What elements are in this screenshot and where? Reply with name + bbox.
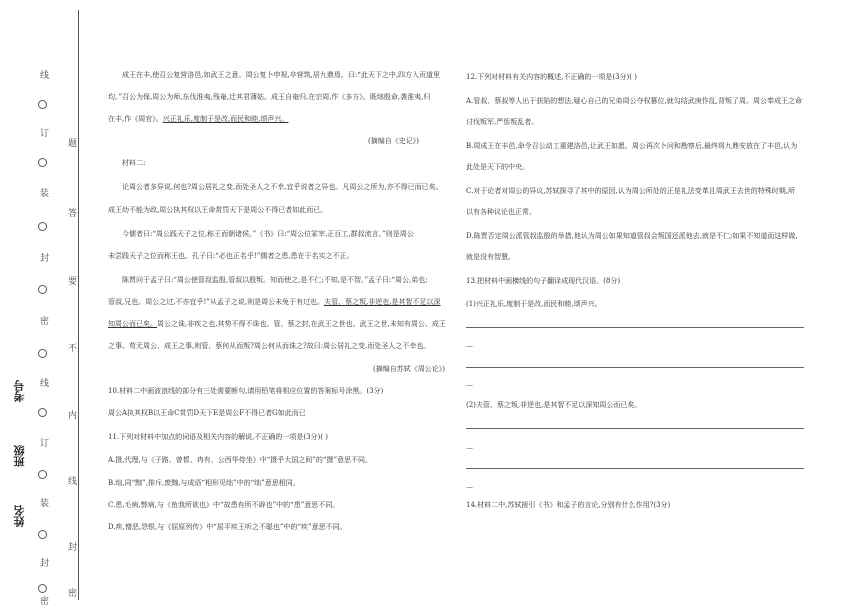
binding-mark: 封	[40, 559, 50, 569]
question-11-option-d: D.疾,憎恶,怨恨,与《屈原列传》中“屈平疾王听之不聪也”中的“疾”意思不同。	[108, 523, 347, 531]
question-11-option-a: A.摄,代理,与《子路、曾皙、冉有、公西华侍坐》中“摄乎大国之间”的“摄”意思不同。	[108, 456, 373, 464]
underlined-sentence: 兴正礼乐,度制于是改,而民和睦,颂声兴。	[162, 115, 289, 123]
question-10: 10.材料二中画波浪线的部分有三处需要断句,请用铅笔将相应位置的答案标号涂黑。(3分)	[108, 387, 384, 395]
underlined-sentence: 夫管、蔡之叛,非逆也,是其智不足以深	[324, 298, 441, 306]
binding-hole	[38, 530, 47, 539]
answer-dash: —	[466, 444, 473, 452]
binding-mark: 线	[40, 379, 50, 389]
material2-line: 知周公而已矣。周公之诛,非疾之也,其势不得不诛也。管、蔡之封,在武王之世也。武王之世,未知有周公、成王	[108, 320, 446, 328]
binding-mark: 订	[40, 439, 50, 449]
answer-line[interactable]	[466, 367, 804, 368]
question-12-option-b-cont: 此处是天下的中央。	[466, 163, 529, 171]
answer-dash: —	[466, 483, 473, 491]
binding-hole	[38, 470, 47, 479]
binding-hole	[38, 584, 47, 593]
binding-mark: 密	[40, 597, 50, 607]
answer-line[interactable]	[466, 468, 804, 469]
question-14: 14.材料二中,苏轼援引《书》和孟子的言论,分别有什么作用?(3分)	[466, 501, 671, 509]
question-12-option-a: A.管叔、蔡叔等人出于获陷的想法,疑心自己的兄弟周公夺权篡位,就勾结武庚作乱,背叛了周。周公奉成王之命	[466, 97, 802, 105]
question-13-part-2: (2)夫管、蔡之叛,非逆也,是其智不足以深知周公而已矣。	[466, 401, 642, 409]
binding-mark: 装	[40, 499, 50, 509]
answer-dash: —	[466, 381, 473, 389]
binding-mark: 订	[40, 129, 50, 139]
material2-line: 之事。苟无周公、成王之事,则管、蔡何从而叛?周公何从而诛之?故曰:周公居礼之变,而处圣人之不幸也。	[108, 342, 431, 350]
binding-hole	[38, 158, 47, 167]
binding-inner-mark: 封	[68, 543, 78, 553]
question-13-part-1: (1)兴正礼乐,度制于是改,而民和睦,颂声兴。	[466, 300, 602, 308]
material2-line: 成王幼不能为政,周公执其权以王命赏罚天下是周公不得已者如此而已。	[108, 206, 328, 214]
question-12-option-d: D.陈贾否定周公派管叔监殷的举措,他认为周公如果知道管叔会叛国还派他去,就是不仁;如果不知道而这样做,	[466, 232, 798, 240]
binding-inner-mark: 密	[68, 589, 78, 599]
binding-inner-mark: 内	[68, 411, 78, 421]
binding-mark: 封	[40, 254, 50, 264]
question-12-option-b: B.周成王在丰邑,命令召公动工重建洛邑,让武王如愿。周公再次卜问和勘察后,最终将九鼎安放在了丰邑,认为	[466, 142, 798, 150]
material2-line: 陈贾问于孟子曰:“周公使管叔监殷,管叔以殷叛。知而使之,是不仁;不知,是不智。”孟子曰:“周公,弟也;	[122, 276, 428, 284]
question-12: 12.下列对材料有关内容的概述,不正确的一项是(3分)( )	[466, 73, 637, 81]
answer-dash: —	[466, 342, 473, 350]
material1-line: 均。”召公为保,周公为师,东伐淮夷,残奄,迁其君薄姑。成王自奄归,在宗周,作《多方》。既绌殷命,袭淮夷,归	[108, 93, 431, 101]
material1-line: 在丰,作《周官》。兴正礼乐,度制于是改,而民和睦,颂声兴。	[108, 115, 289, 123]
question-11: 11.下列对材料中加点的词语及相关内容的解说,不正确的一项是(3分)( )	[108, 433, 328, 441]
question-12-option-a-cont: 讨伐叛军,严惩叛乱者。	[466, 118, 539, 126]
binding-line	[78, 10, 79, 600]
question-10-options: 周公A执其权B以王命C赏罚D天下E是周公F不得已者G如此而已	[108, 409, 306, 417]
answer-line[interactable]	[466, 428, 804, 429]
binding-mark: 装	[40, 189, 50, 199]
binding-inner-mark: 不	[68, 344, 78, 354]
material2-line: 论周公者多异说,何也?周公居礼之变,而处圣人之不幸,宜乎说者之异也。凡周公之所为,亦不得已而已矣。	[122, 183, 443, 191]
question-11-option-b: B.绌,同“黜”,排斥,废黜,与成语“相形见绌”中的“绌”意思相同。	[108, 479, 300, 487]
material1-line: 成王在丰,使召公复营洛邑,如武王之意。周公复卜申视,卒营筑,居九鼎焉。曰:“此天下之中,四方入贡道里	[122, 71, 441, 79]
source-note: (摘编自苏轼《周公论》)	[373, 365, 445, 373]
binding-hole	[38, 349, 47, 358]
underlined-sentence: 知周公而已矣。	[108, 320, 157, 328]
binding-margin	[0, 0, 82, 608]
binding-inner-mark: 线	[68, 477, 78, 487]
material2-line: 管叔,兄也。周公之过,不亦宜乎!”从孟子之说,则是周公未免于有过也。夫管、蔡之叛,非逆也,是其智不足以深	[108, 298, 441, 306]
exam-number-label: 考号	[13, 380, 26, 402]
binding-hole	[38, 100, 47, 109]
binding-mark: 线	[40, 71, 50, 81]
answer-line[interactable]	[466, 327, 804, 328]
material2-heading: 材料二:	[122, 159, 146, 167]
question-13: 13.把材料中画横线的句子翻译成现代汉语。(8分)	[466, 277, 621, 285]
material2-line: 未尝践天子之位而称王也。孔子曰:“必也正名乎!”儒者之患,患在于名实之不正。	[108, 252, 354, 260]
material2-line: 今儒者曰:“周公践天子之位,称王而朝诸侯。”《书》曰:“周公位冢宰,正百工,群叔流言。”则是周公	[122, 230, 414, 238]
binding-mark: 密	[40, 317, 50, 327]
source-note: (摘编自《史记》)	[368, 137, 419, 145]
binding-inner-mark: 题	[68, 139, 78, 149]
question-12-option-d-cont: 就是没有智慧。	[466, 253, 515, 261]
name-label: 姓名	[13, 505, 26, 527]
binding-hole	[38, 408, 47, 417]
binding-inner-mark: 要	[68, 277, 78, 287]
question-12-option-c: C.对于论者对周公的异议,苏轼探寻了其中的原因,认为周公所处的正是礼法变革且周武王去世的特殊时期,所	[466, 187, 796, 195]
question-12-option-c-cont: 以有各种议论也正常。	[466, 208, 536, 216]
question-11-option-c: C.患,毛病,弊病,与《鱼我所欲也》中“故患有所不辟也”中的“患”意思不同。	[108, 501, 340, 509]
binding-hole	[38, 285, 47, 294]
class-label: 班级	[13, 445, 26, 467]
binding-hole	[38, 222, 47, 231]
binding-inner-mark: 答	[68, 209, 78, 219]
